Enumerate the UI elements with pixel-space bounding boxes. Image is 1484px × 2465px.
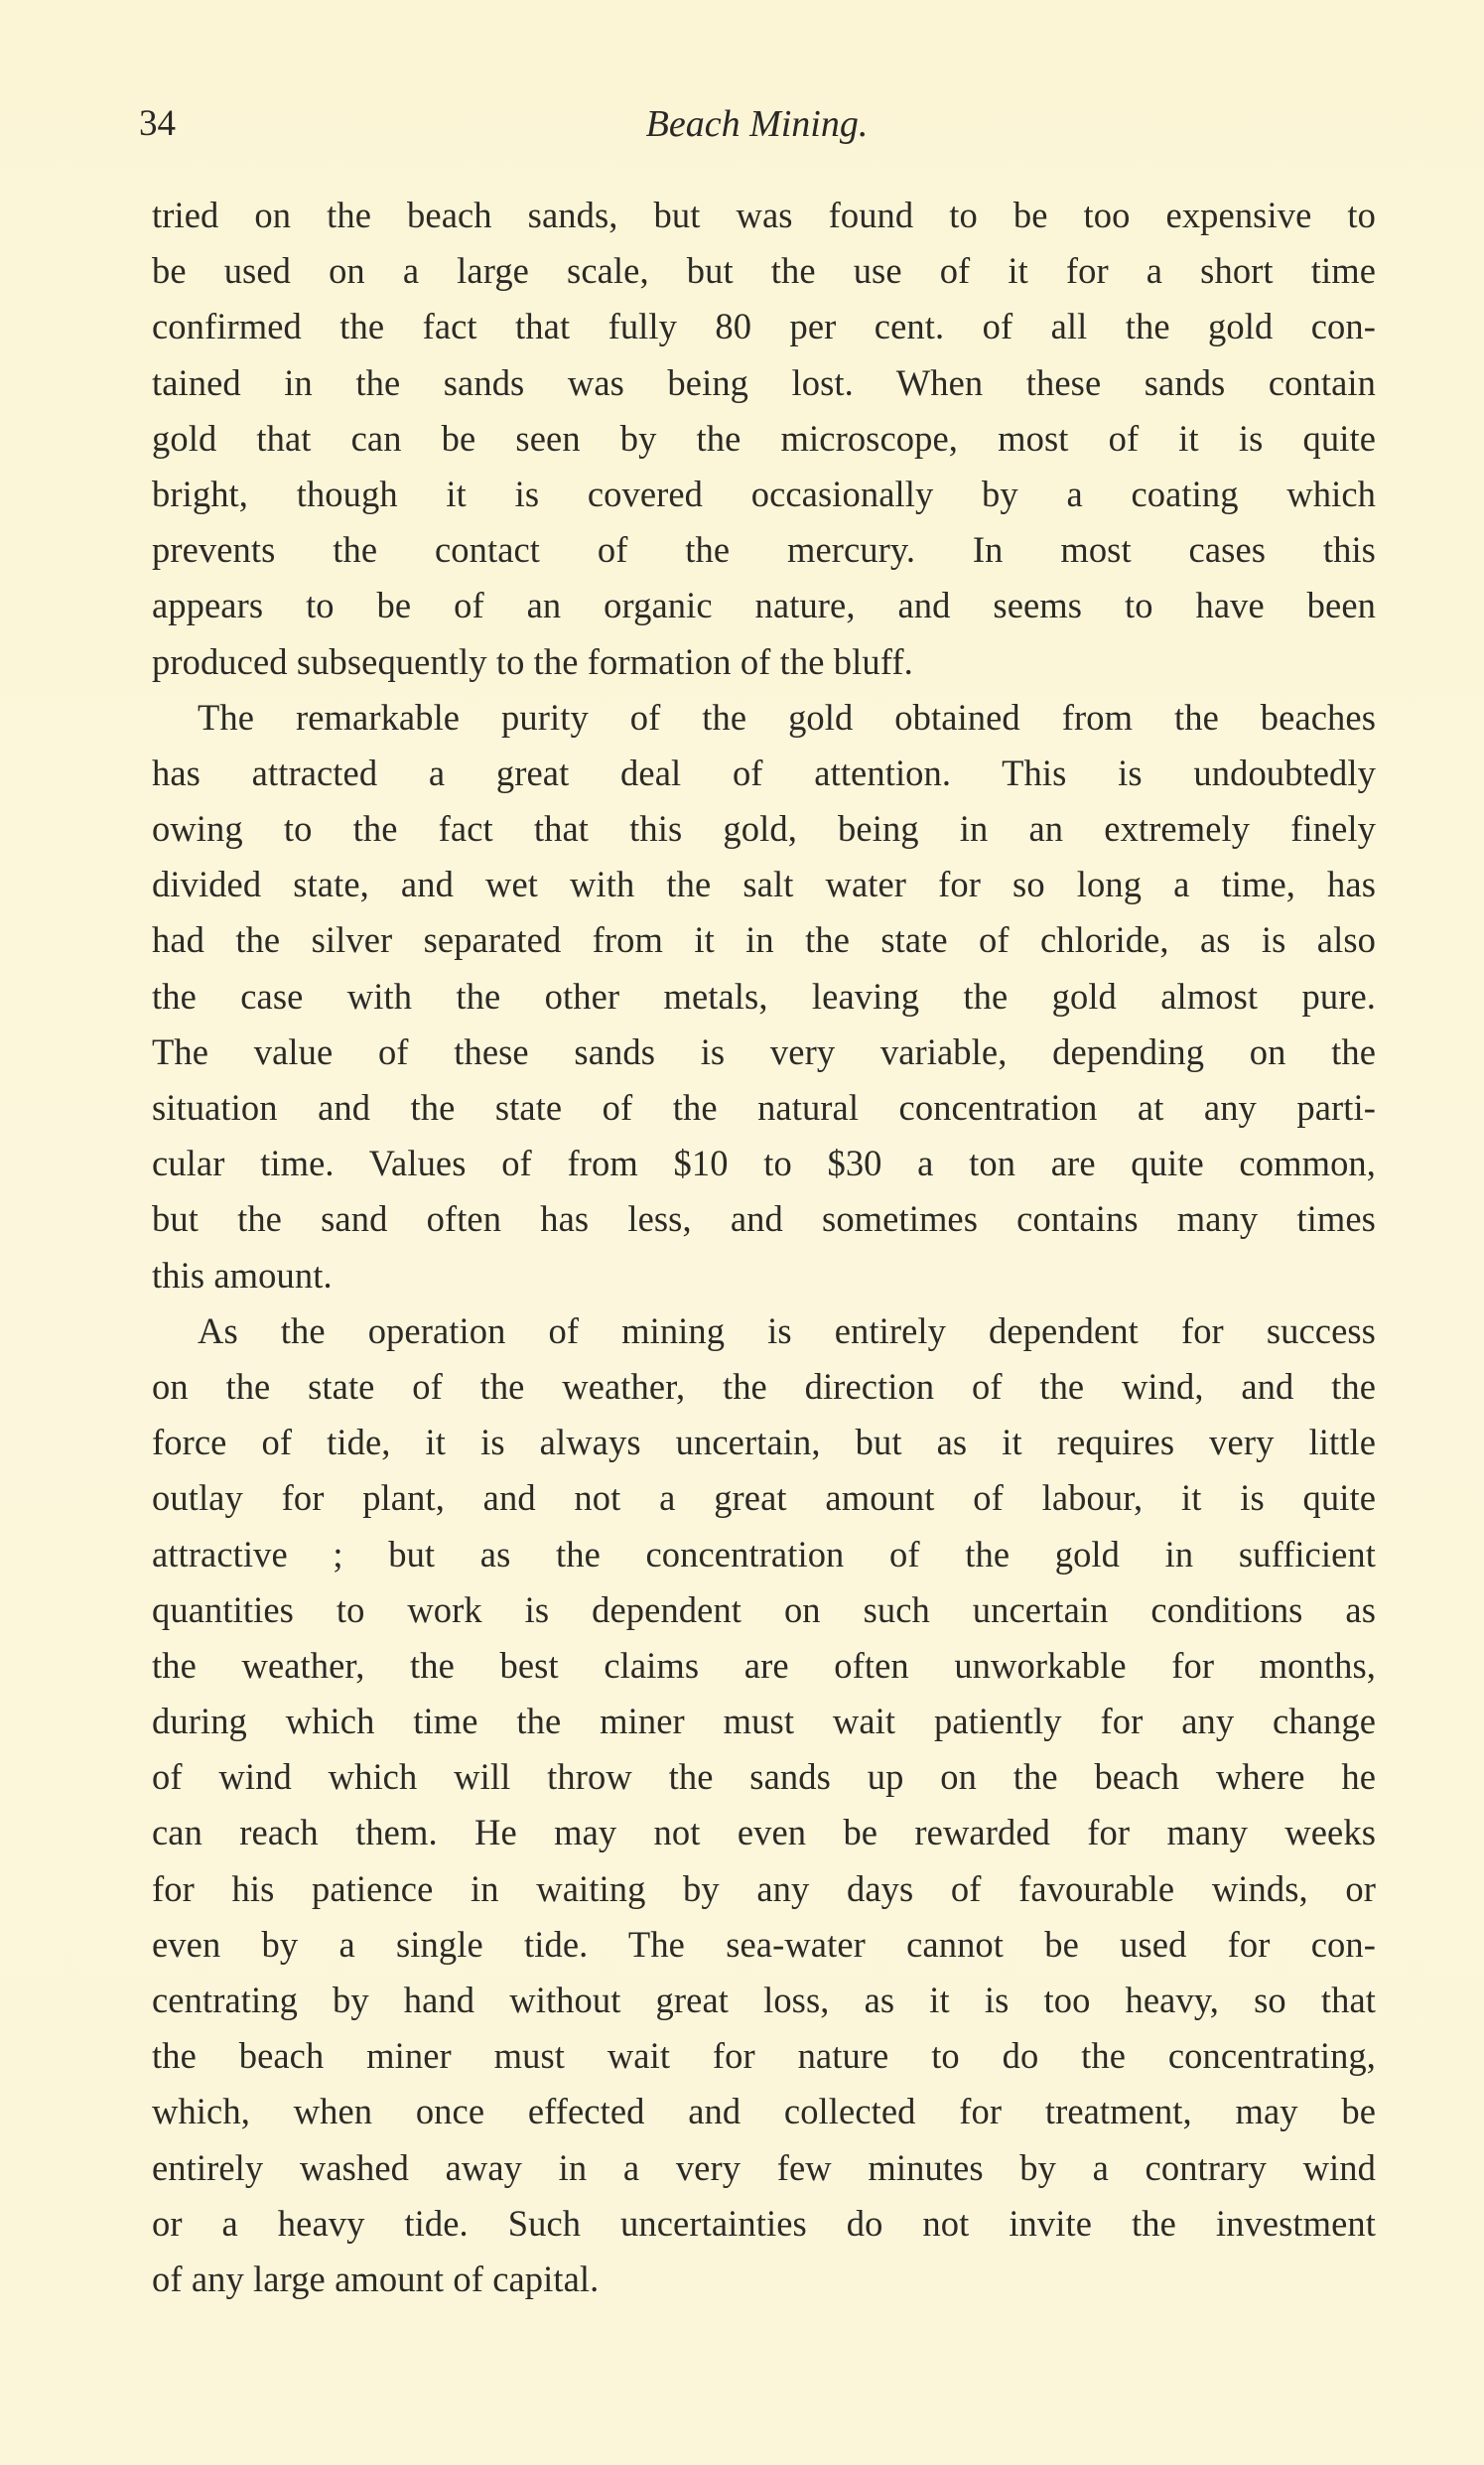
text-line: attractive ; but as the concentration of the gold in sufficient <box>152 1533 1376 1575</box>
text-line: this amount. <box>152 1254 333 1296</box>
text-line: the weather, the best claims are often unworkable for months, <box>152 1644 1376 1686</box>
text-line: owing to the fact that this gold, being in an extremely finely <box>152 808 1376 850</box>
text-line: quantities to work is dependent on such uncertain conditions as <box>152 1588 1376 1630</box>
text-line: The remarkable purity of the gold obtained from the beaches <box>198 696 1376 738</box>
text-line: force of tide, it is always uncertain, but as it requires very little <box>152 1422 1376 1463</box>
body-text <box>152 188 1376 2307</box>
text-line: but the sand often has less, and sometimes contains many times <box>152 1198 1376 1240</box>
text-line: appears to be of an organic nature, and seems to have been <box>152 585 1376 626</box>
text-line: the beach miner must wait for nature to do the concentrating, <box>152 2035 1376 2077</box>
text-line: for his patience in waiting by any days of favourable winds, or <box>152 1867 1376 1909</box>
text-line: even by a single tide. The sea-water cannot be used for con- <box>152 1923 1376 1965</box>
text-line: or a heavy tide. Such uncertainties do not invite the investment <box>152 2202 1376 2244</box>
text-line: cular time. Values of from $10 to $30 a ton are quite common, <box>152 1143 1376 1184</box>
running-title: Beach Mining. <box>645 103 869 145</box>
text-line: As the operation of mining is entirely dependent for success <box>198 1309 1376 1351</box>
text-line: outlay for plant, and not a great amount of labour, it is quite <box>152 1477 1376 1519</box>
text-line: be used on a large scale, but the use of it for a short time <box>152 250 1376 292</box>
text-line: of any large amount of capital. <box>152 2258 600 2299</box>
text-line: confirmed the fact that fully 80 per cent. of all the gold con- <box>152 306 1376 347</box>
text-line: situation and the state of the natural concentration at any parti- <box>152 1087 1376 1128</box>
text-line: centrating by hand without great loss, as it is too heavy, so that <box>152 1980 1376 2020</box>
text-line: produced subsequently to the formation of the bluff. <box>152 640 913 682</box>
paragraph <box>152 690 1376 1303</box>
text-line: gold that can be seen by the microscope, most of it is quite <box>152 417 1376 459</box>
paragraph <box>152 188 1376 690</box>
text-line: had the silver separated from it in the state of chloride, as is also <box>152 919 1376 961</box>
text-line: during which time the miner must wait patiently for any change <box>152 1701 1376 1742</box>
text-line: can reach them. He may not even be rewarded for many weeks <box>152 1812 1376 1853</box>
text-line: bright, though it is covered occasionally by a coating which <box>152 473 1376 514</box>
text-line: the case with the other metals, leaving the gold almost pure. <box>152 975 1376 1017</box>
text-line: entirely washed away in a very few minutes by a contrary wind <box>152 2146 1376 2188</box>
text-line: prevents the contact of the mercury. In most cases this <box>152 529 1376 571</box>
text-line: has attracted a great deal of attention. This is undoubtedly <box>152 752 1376 793</box>
text-line: The value of these sands is very variable, depending on the <box>152 1030 1376 1072</box>
page-number: 34 <box>139 103 176 144</box>
paragraph <box>152 1303 1376 2307</box>
text-line: of wind which will throw the sands up on the beach where he <box>152 1756 1376 1798</box>
text-line: tained in the sands was being lost. When these sands contain <box>152 361 1376 403</box>
text-line: on the state of the weather, the direction of the wind, and the <box>152 1365 1376 1407</box>
text-line: divided state, and wet with the salt water for so long a time, has <box>152 864 1376 905</box>
running-head <box>139 99 1375 149</box>
text-line: which, when once effected and collected for treatment, may be <box>152 2091 1376 2132</box>
text-line: tried on the beach sands, but was found to be too expensive to <box>152 195 1376 235</box>
